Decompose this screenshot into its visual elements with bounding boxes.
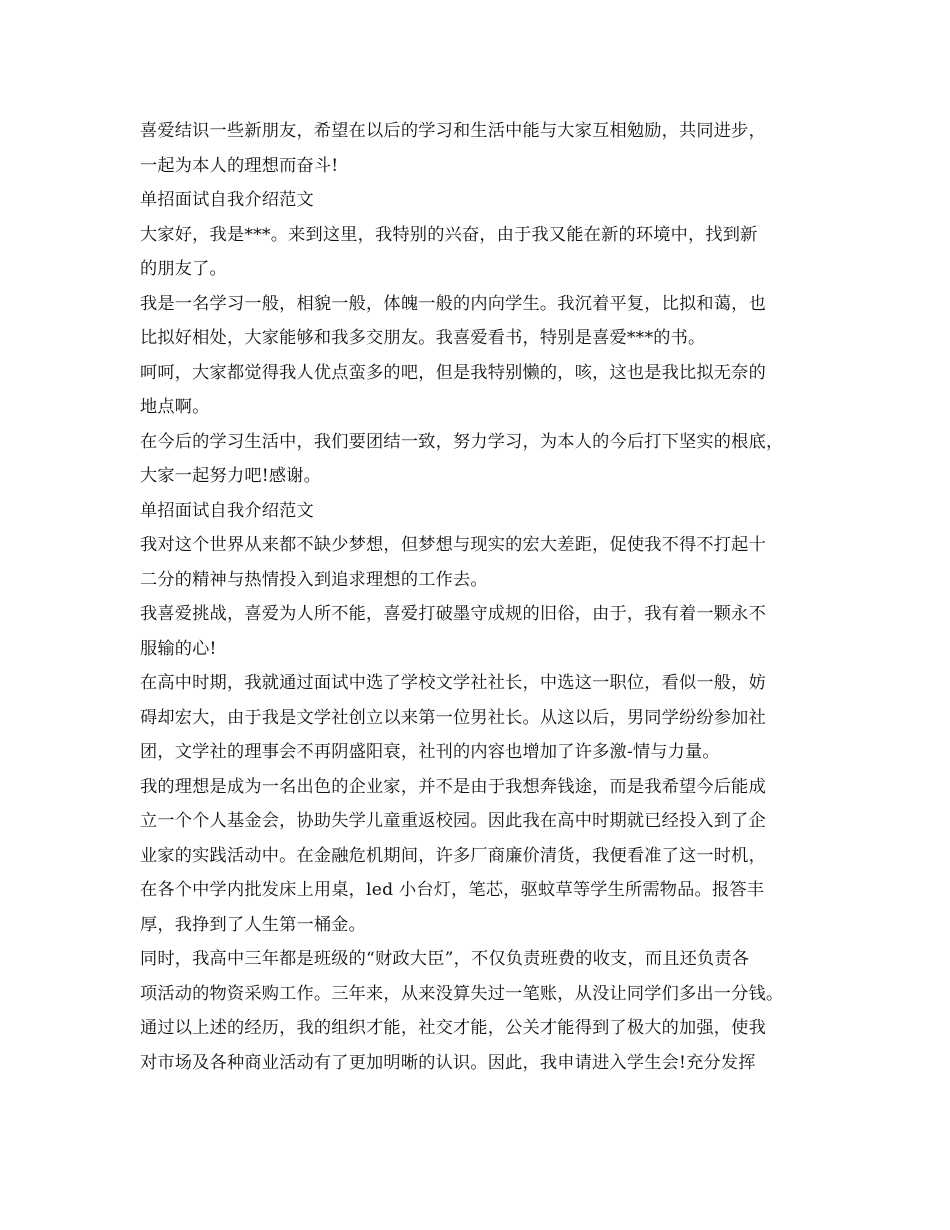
text-line: 地点啊。	[140, 397, 210, 417]
text-line: 通过以上述的经历，我的组织才能，社交才能，公关才能得到了极大的加强，使我	[140, 1018, 766, 1038]
text-line: 喜爱结识一些新朋友，希望在以后的学习和生活中能与大家互相勉励，共同进步，	[140, 121, 766, 141]
text-line: 项活动的物资采购工作。三年来，从来没算失过一笔账，从没让同学们多出一分钱。	[140, 983, 784, 1004]
text-line: 比拟好相处，大家能够和我多交朋友。我喜爱看书，特别是喜爱***的书。	[140, 328, 706, 348]
text-line: 一起为本人的理想而奋斗!	[140, 155, 339, 176]
text-line: 我喜爱挑战，喜爱为人所不能，喜爱打破墨守成规的旧俗，由于，我有着一颗永不	[140, 604, 766, 624]
text-line: 我的理想是成为一名出色的企业家，并不是由于我想奔钱途，而是我希望今后能成	[140, 776, 766, 797]
text-line: 碍却宏大，由于我是文学社创立以来第一位男社长。从这以后，男同学纷纷参加社	[140, 707, 766, 728]
document-body	[140, 114, 830, 1080]
text-line: 二分的精神与热情投入到追求理想的工作去。	[140, 569, 488, 590]
text-line: 在各个中学内批发床上用桌，led 小台灯，笔芯，驱蚊草等学生所需物品。报答丰	[140, 880, 765, 900]
text-line: 在今后的学习生活中，我们要团结一致，努力学习，为本人的今后打下坚实的根底，	[140, 431, 784, 452]
text-line: 呵呵，大家都觉得我人优点蛮多的吧，但是我特别懒的，咳，这也是我比拟无奈的	[140, 362, 766, 383]
text-line: 业家的实践活动中。在金融危机期间，许多厂商廉价清货，我便看准了这一时机，	[140, 845, 766, 866]
text-line: 我是一名学习一般，相貌一般，体魄一般的内向学生。我沉着平复，比拟和蔼，也	[140, 293, 766, 314]
text-line: 立一个个人基金会，协助失学儿童重返校园。因此我在高中时期就已经投入到了企	[140, 811, 766, 831]
text-line: 我对这个世界从来都不缺少梦想，但梦想与现实的宏大差距，促使我不得不打起十	[140, 535, 766, 555]
text-line: 在高中时期，我就通过面试中选了学校文学社社长，中选这一职位，看似一般，妨	[140, 673, 766, 693]
text-line: 的朋友了。	[140, 259, 227, 279]
text-line: 大家好，我是***。来到这里，我特别的兴奋，由于我又能在新的环境中，找到新	[140, 224, 758, 245]
text-line: 服输的心!	[140, 638, 217, 659]
text-line: 团，文学社的理事会不再阴盛阳衰，社刊的内容也增加了许多激-情与力量。	[140, 742, 720, 762]
text-line: 大家一起努力吧!感谢。	[140, 466, 321, 486]
text-line: 同时，我高中三年都是班级的“财政大臣”，不仅负责班费的收支，而且还负责各	[140, 949, 750, 969]
section-heading: 单招面试自我介绍范文	[140, 500, 314, 521]
text-line: 对市场及各种商业活动有了更加明晰的认识。因此，我申请进入学生会!充分发挥	[140, 1052, 756, 1073]
section-heading: 单招面试自我介绍范文	[140, 190, 314, 210]
text-line: 厚，我挣到了人生第一桶金。	[140, 914, 367, 935]
